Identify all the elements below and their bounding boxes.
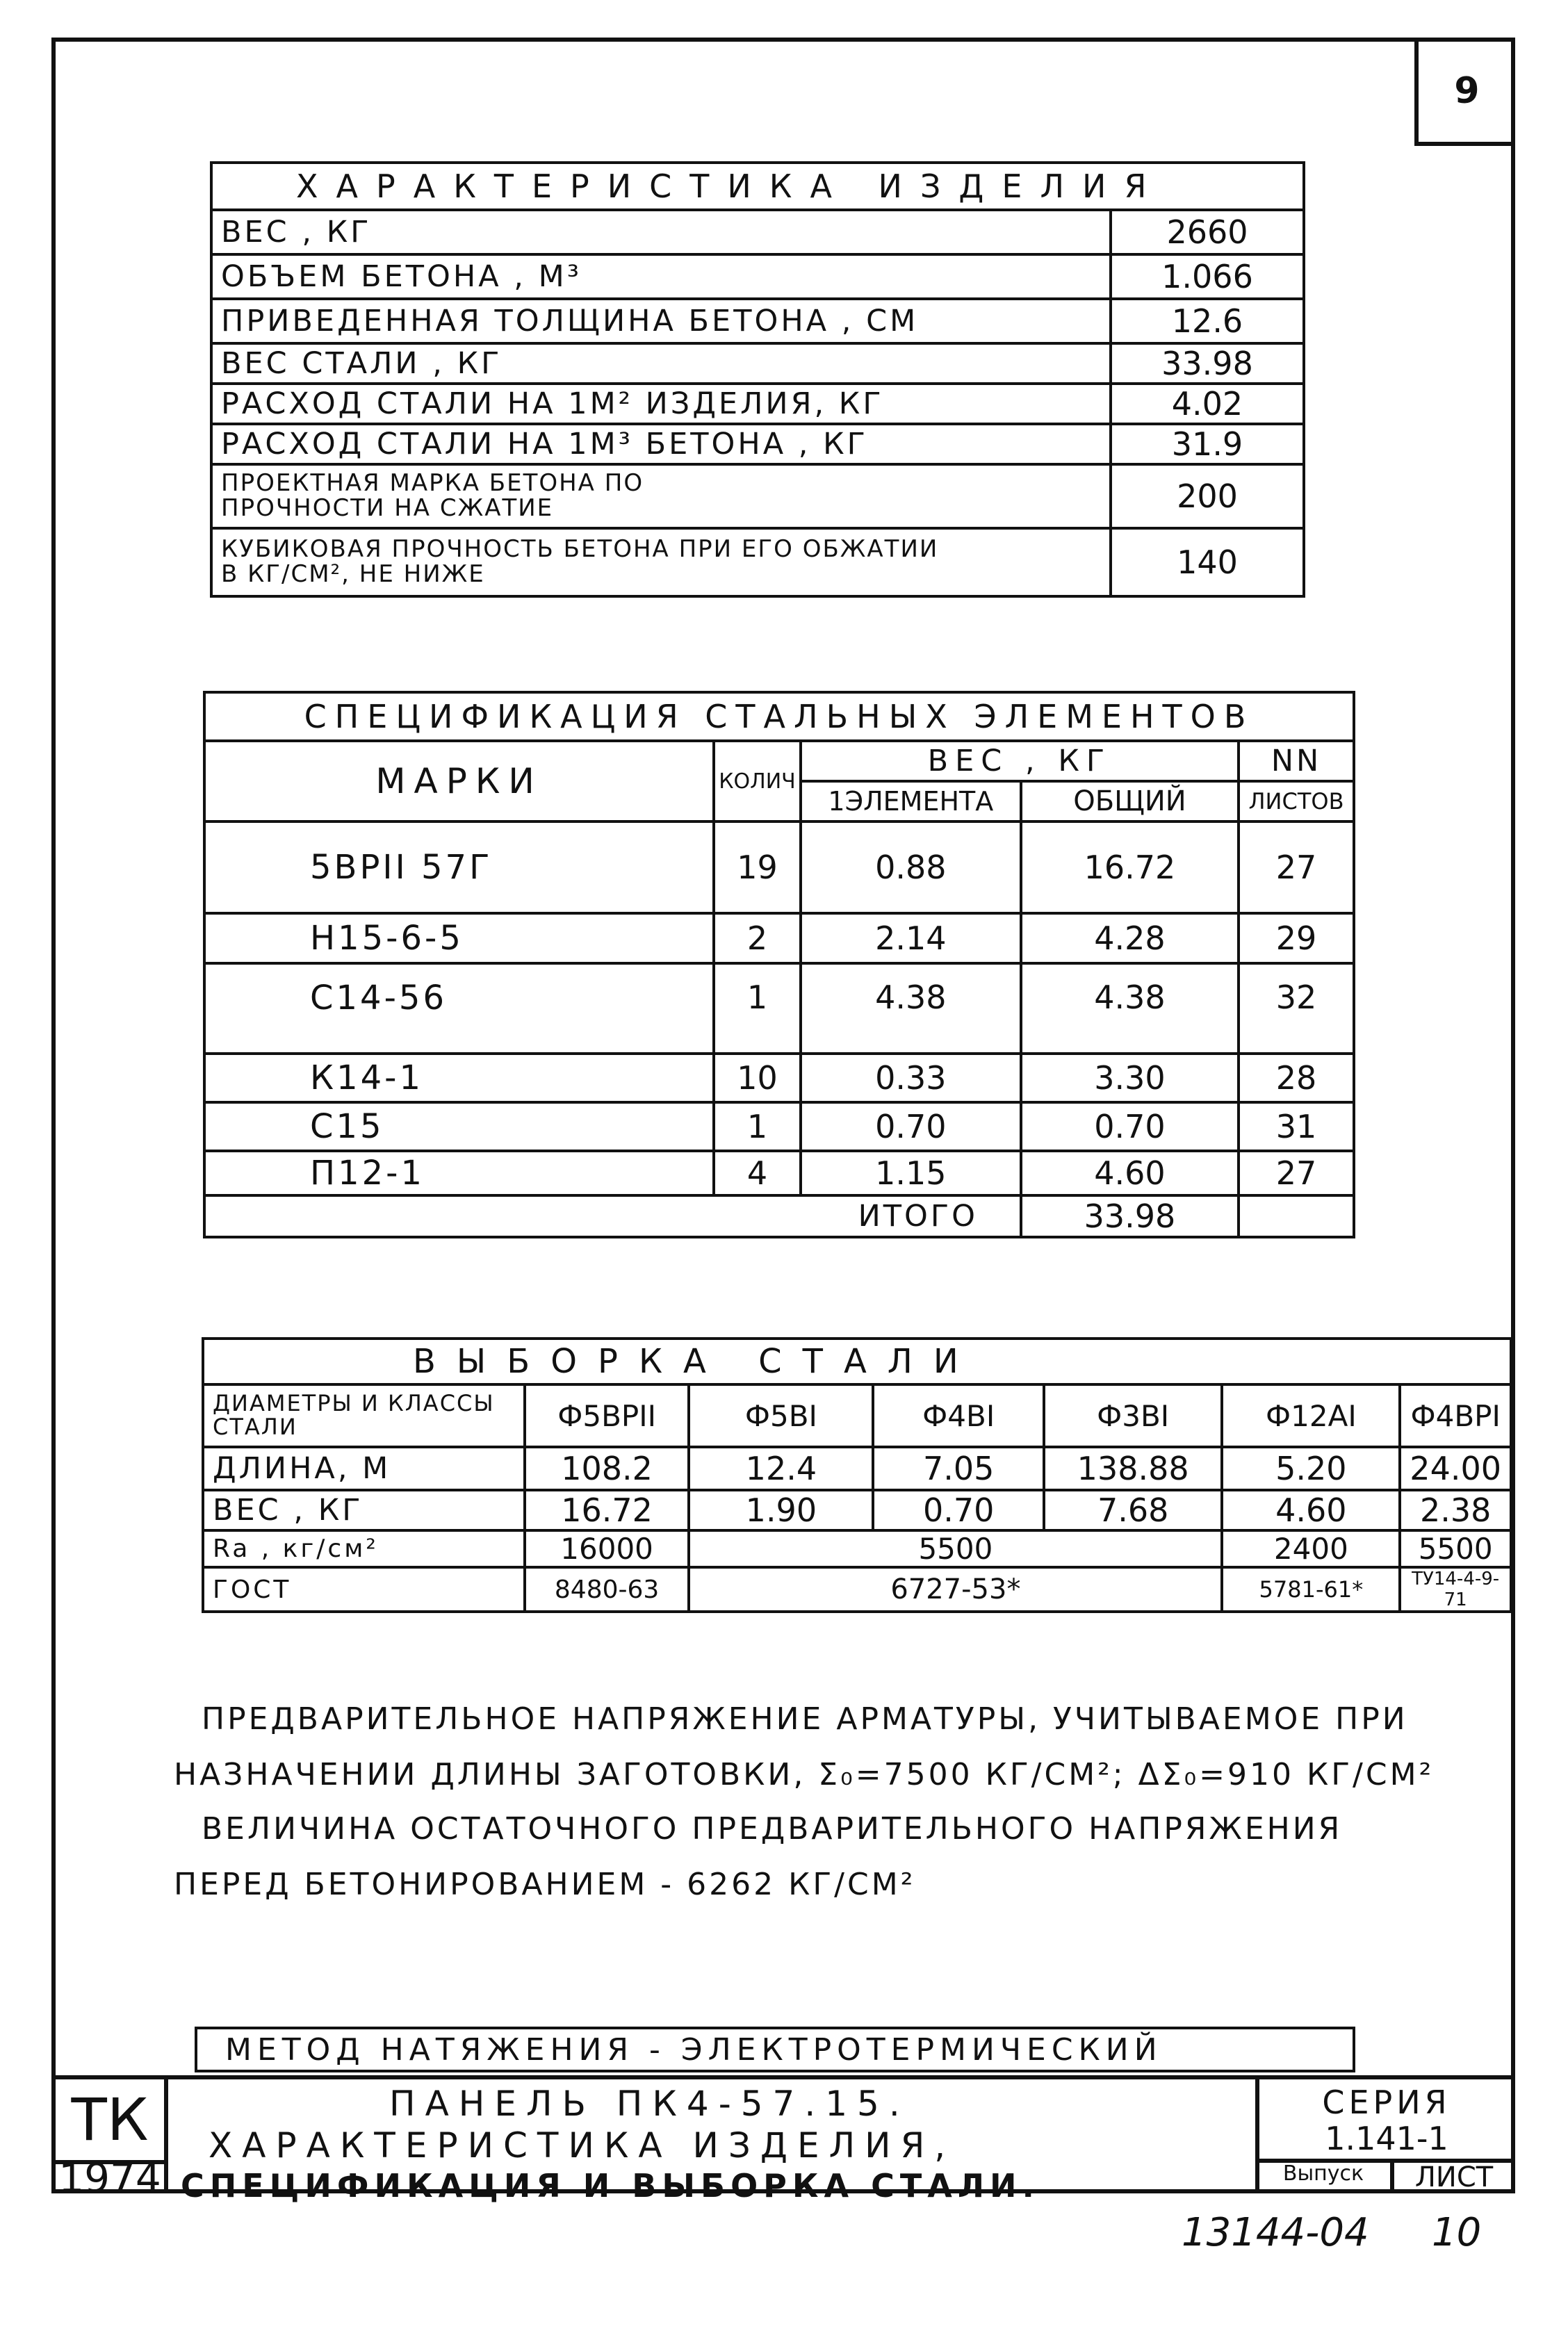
sheet-label: ЛИСТ (1414, 2161, 1494, 2193)
page-number: 9 (1414, 40, 1515, 146)
spec-one: 1.15 (801, 1151, 1021, 1195)
spec-sheet: 32 (1239, 963, 1354, 1054)
series-value: 1.141-1 (1325, 2120, 1448, 2157)
footer-code: 13144-04 (1182, 2210, 1369, 2255)
selection-ra: 16000 (525, 1530, 689, 1567)
spec-col-nn: NN (1239, 741, 1354, 781)
char-value: 12.6 (1111, 299, 1304, 343)
spec-sheet: 27 (1239, 821, 1354, 913)
spec-col-one: 1ЭЛЕМЕНТА (801, 781, 1021, 821)
selection-ra: 2400 (1222, 1530, 1400, 1567)
selection-col: Ф5ВРII (525, 1384, 689, 1447)
char-value: 1.066 (1111, 254, 1304, 299)
char-label: ВЕС СТАЛИ , КГ (211, 343, 1111, 384)
selection-length: 138.88 (1044, 1447, 1223, 1490)
char-label: ПРИВЕДЕННАЯ ТОЛЩИНА БЕТОНА , СМ (211, 299, 1111, 343)
spec-mark: П12-1 (204, 1151, 714, 1195)
spec-qty: 10 (714, 1054, 800, 1102)
spec-total-empty (1239, 1195, 1354, 1237)
spec-qty: 2 (714, 913, 800, 963)
org-code: ТК (71, 2086, 149, 2154)
selection-col: Ф4ВРI (1400, 1384, 1511, 1447)
spec-qty: 4 (714, 1151, 800, 1195)
spec-sheet: 28 (1239, 1054, 1354, 1102)
spec-col-total: ОБЩИЙ (1021, 781, 1239, 821)
spec-total-label: ИТОГО (204, 1195, 1021, 1237)
char-value: 2660 (1111, 210, 1304, 254)
spec-mark: 5ВРII 57Г (204, 821, 714, 913)
spec-total: 4.60 (1021, 1151, 1239, 1195)
selection-col: Ф12АI (1222, 1384, 1400, 1447)
spec-title: СПЕЦИФИКАЦИЯ СТАЛЬНЫХ ЭЛЕМЕНТОВ (204, 692, 1354, 741)
char-label: ВЕС , КГ (211, 210, 1111, 254)
spec-one: 0.88 (801, 821, 1021, 913)
spec-mark: Н15-6-5 (204, 913, 714, 963)
spec-total: 4.38 (1021, 963, 1239, 1054)
selection-length: 108.2 (525, 1447, 689, 1490)
spec-total: 16.72 (1021, 821, 1239, 913)
spec-col-marks: МАРКИ (204, 741, 714, 821)
spec-qty: 1 (714, 963, 800, 1054)
note-line: НАЗНАЧЕНИИ ДЛИНЫ ЗАГОТОВКИ, Σ₀=7500 КГ/СМ²; ΔΣ₀=910 КГ/СМ² (174, 1757, 1435, 1792)
selection-header-label: ДИАМЕТРЫ И КЛАССЫ СТАЛИ (203, 1384, 525, 1447)
selection-ra: 5500 (1400, 1530, 1511, 1567)
spec-table (203, 691, 1355, 1238)
char-label: ОБЪЕМ БЕТОНА , М³ (211, 254, 1111, 299)
issue-label: Выпуск (1282, 2161, 1364, 2186)
selection-length: 12.4 (689, 1447, 873, 1490)
spec-one: 4.38 (801, 963, 1021, 1054)
selection-weight: 0.70 (873, 1490, 1043, 1530)
spec-mark: К14-1 (204, 1054, 714, 1102)
issue-value (1257, 2167, 1390, 2168)
selection-col: Ф4ВI (873, 1384, 1043, 1447)
spec-one: 0.70 (801, 1102, 1021, 1151)
spec-col-sheets: ЛИСТОВ (1239, 781, 1354, 821)
characteristics-table (210, 161, 1305, 598)
spec-total: 4.28 (1021, 913, 1239, 963)
selection-col: Ф5ВI (689, 1384, 873, 1447)
spec-sheet: 29 (1239, 913, 1354, 963)
note-line: ПЕРЕД БЕТОНИРОВАНИЕМ - 6262 КГ/СМ² (174, 1867, 916, 1902)
char-value: 33.98 (1111, 343, 1304, 384)
sheet-value (1393, 2167, 1515, 2168)
char-value: 4.02 (1111, 384, 1304, 424)
selection-gost: 5781-61* (1222, 1567, 1400, 1612)
selection-weight: 16.72 (525, 1490, 689, 1530)
selection-title: ВЫБОРКА СТАЛИ (203, 1339, 1511, 1384)
characteristics-title: ХАРАКТЕРИСТИКА ИЗДЕЛИЯ (211, 163, 1304, 210)
spec-total: 3.30 (1021, 1054, 1239, 1102)
spec-sheet: 27 (1239, 1151, 1354, 1195)
char-value: 31.9 (1111, 424, 1304, 464)
char-label: РАСХОД СТАЛИ НА 1М² ИЗДЕЛИЯ, КГ (211, 384, 1111, 424)
char-value: 200 (1111, 464, 1304, 528)
drawing-title-line1: ПАНЕЛЬ ПК4-57.15. (389, 2084, 910, 2124)
selection-gost: ТУ14-4-9-71 (1400, 1567, 1511, 1612)
selection-length: 7.05 (873, 1447, 1043, 1490)
spec-total-value: 33.98 (1021, 1195, 1239, 1237)
spec-one: 2.14 (801, 913, 1021, 963)
char-value: 140 (1111, 528, 1304, 596)
spec-qty: 1 (714, 1102, 800, 1151)
year: 1974 (58, 2154, 161, 2202)
series-label: СЕРИЯ (1322, 2084, 1451, 2121)
spec-total: 0.70 (1021, 1102, 1239, 1151)
char-label: КУБИКОВАЯ ПРОЧНОСТЬ БЕТОНА ПРИ ЕГО ОБЖАТИИ В КГ/СМ², НЕ НИЖЕ (211, 528, 1111, 596)
selection-gost: 6727-53* (689, 1567, 1222, 1612)
spec-col-weight: ВЕС , КГ (801, 741, 1239, 781)
title-block-divider (164, 2075, 168, 2193)
selection-length: 24.00 (1400, 1447, 1511, 1490)
selection-col: Ф3ВI (1044, 1384, 1223, 1447)
spec-mark: С15 (204, 1102, 714, 1151)
selection-gost-label: ГОСТ (203, 1567, 525, 1612)
footer-page: 10 (1432, 2210, 1482, 2255)
selection-weight-label: ВЕС , КГ (203, 1490, 525, 1530)
drawing-title-line2: ХАРАКТЕРИСТИКА ИЗДЕЛИЯ, (209, 2125, 956, 2166)
selection-weight: 2.38 (1400, 1490, 1511, 1530)
method-box: МЕТОД НАТЯЖЕНИЯ - ЭЛЕКТРОТЕРМИЧЕСКИЙ (195, 2027, 1355, 2072)
drawing-title-line3: СПЕЦИФИКАЦИЯ И ВЫБОРКА СТАЛИ. (181, 2167, 1040, 2205)
selection-weight: 1.90 (689, 1490, 873, 1530)
title-block-border (51, 2075, 1515, 2079)
spec-one: 0.33 (801, 1054, 1021, 1102)
char-label: РАСХОД СТАЛИ НА 1М³ БЕТОНА , КГ (211, 424, 1111, 464)
selection-length: 5.20 (1222, 1447, 1400, 1490)
selection-weight: 7.68 (1044, 1490, 1223, 1530)
char-label: ПРОЕКТНАЯ МАРКА БЕТОНА ПО ПРОЧНОСТИ НА СЖАТИЕ (211, 464, 1111, 528)
note-line: ПРЕДВАРИТЕЛЬНОЕ НАПРЯЖЕНИЕ АРМАТУРЫ, УЧИТЫВАЕМОЕ ПРИ (202, 1701, 1408, 1737)
note-line: ВЕЛИЧИНА ОСТАТОЧНОГО ПРЕДВАРИТЕЛЬНОГО НАПРЯЖЕНИЯ (202, 1811, 1343, 1847)
selection-table (202, 1337, 1512, 1613)
selection-weight: 4.60 (1222, 1490, 1400, 1530)
spec-qty: 19 (714, 821, 800, 913)
spec-mark: С14-56 (204, 963, 714, 1054)
selection-ra: 5500 (689, 1530, 1222, 1567)
spec-sheet: 31 (1239, 1102, 1354, 1151)
selection-ra-label: Ra , кг/см² (203, 1530, 525, 1567)
selection-length-label: ДЛИНА, М (203, 1447, 525, 1490)
spec-col-qty: КОЛИЧ (714, 741, 800, 821)
selection-gost: 8480-63 (525, 1567, 689, 1612)
